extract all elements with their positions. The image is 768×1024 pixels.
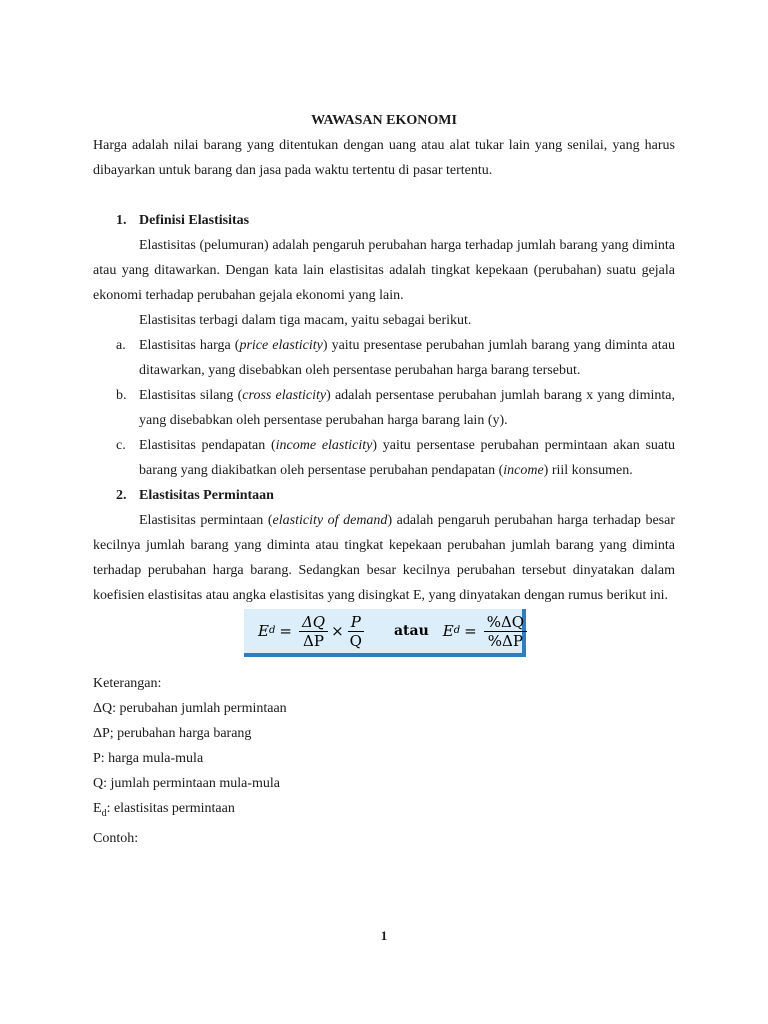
elasticity-formula	[244, 609, 526, 657]
keterangan-line: ΔQ: perubahan jumlah permintaan	[93, 701, 287, 716]
fraction-p-q: $\frac{P}{Q}$	[349, 612, 362, 650]
document-body	[93, 108, 675, 851]
keterangan-line: Q: jumlah permintaan mula-mula	[93, 776, 281, 791]
term-income-elasticity: income elasticity	[275, 438, 373, 453]
list-marker: a.	[116, 338, 126, 353]
contoh-label: Contoh:	[93, 830, 139, 846]
fraction-percent: $\frac{\%\Delta Q}{\%\Delta P}$	[484, 613, 527, 650]
intro-paragraph: Harga adalah nilai barang yang ditentukan dengan uang atau alat tukar lain yang senilai, yang harus dibayarkan untuk barang dan jasa pada waktu tertentu di pasar tertentu.	[93, 138, 675, 178]
section-1-paragraph-1: Elastisitas (pelumuran) adalah pengaruh perubahan harga terhadap jumlah barang yang diminta atau yang ditawarkan. Dengan kata lain elastisitas adalah tingkat kepekaan (perubahan) suatu gejala ekonomi terhadap perubahan gejala ekonomi yang lain.	[93, 238, 675, 303]
document-title: WAWASAN EKONOMI	[311, 113, 457, 128]
section-1-paragraph-2: Elastisitas terbagi dalam tiga macam, yaitu sebagai berikut.	[139, 313, 472, 328]
section-2-paragraph: Elastisitas permintaan (elasticity of demand) adalah pengaruh perubahan harga terhadap besar kecilnya jumlah barang yang diminta atau tingkat kepekaan perubahan jumlah barang yang diminta terhadap perubahan harga barang. Sedangkan besar kecilnya perubahan tersebut dinyatakan dalam koefisien elastisitas atau angka elastisitas yang disingkat E, yang dinyatakan dengan rumus berikut ini.	[93, 513, 675, 603]
section-1-heading	[93, 208, 675, 233]
list-item-b: b. Elastisitas silang (cross elasticity) adalah persentase perubahan jumlah barang x yang diminta, yang disebabkan oleh persentase perubahan harga barang lain (y).	[93, 383, 675, 433]
keterangan-line: $E_d$: elastisitas permintaan	[93, 801, 235, 819]
section-1-number: 1.	[116, 213, 127, 228]
times-sign: ×	[331, 622, 344, 640]
term-elasticity-of-demand: elasticity of demand	[272, 513, 388, 528]
term-cross-elasticity: cross elasticity	[242, 388, 327, 403]
formula-lhs-2: E d =	[442, 622, 477, 640]
list-marker: b.	[116, 388, 127, 403]
formula-lhs-1: E d =	[258, 622, 292, 640]
formula-atau: atau	[393, 623, 429, 639]
keterangan-line: ΔP; perubahan harga barang	[93, 726, 252, 741]
keterangan-label: Keterangan:	[93, 676, 162, 691]
list-item-a: a. Elastisitas harga (price elasticity) yaitu presentase perubahan jumlah barang yang diminta atau ditawarkan, yang disebabkan oleh persentase perubahan harga barang tersebut.	[93, 333, 675, 383]
page-number: 1	[380, 928, 388, 943]
term-income: income	[503, 463, 544, 478]
formula-area	[93, 609, 675, 665]
fraction-dq-dp: $\frac{\Delta Q}{\Delta P}$	[299, 613, 328, 650]
section-2-title: Elastisitas Permintaan	[139, 488, 274, 503]
list-item-c: c. Elastisitas pendapatan (income elasticity) yaitu persentase perubahan permintaan akan suatu barang yang diakibatkan oleh persentase perubahan pendapatan (income) riil konsumen.	[93, 433, 675, 483]
section-2-number: 2.	[116, 488, 127, 503]
term-price-elasticity: price elasticity	[239, 338, 323, 353]
section-1-title: Definisi Elastisitas	[139, 213, 250, 228]
keterangan-line: P: harga mula-mula	[93, 751, 204, 766]
list-marker: c.	[116, 438, 126, 453]
section-2-heading	[93, 483, 675, 508]
spacer	[93, 183, 675, 208]
